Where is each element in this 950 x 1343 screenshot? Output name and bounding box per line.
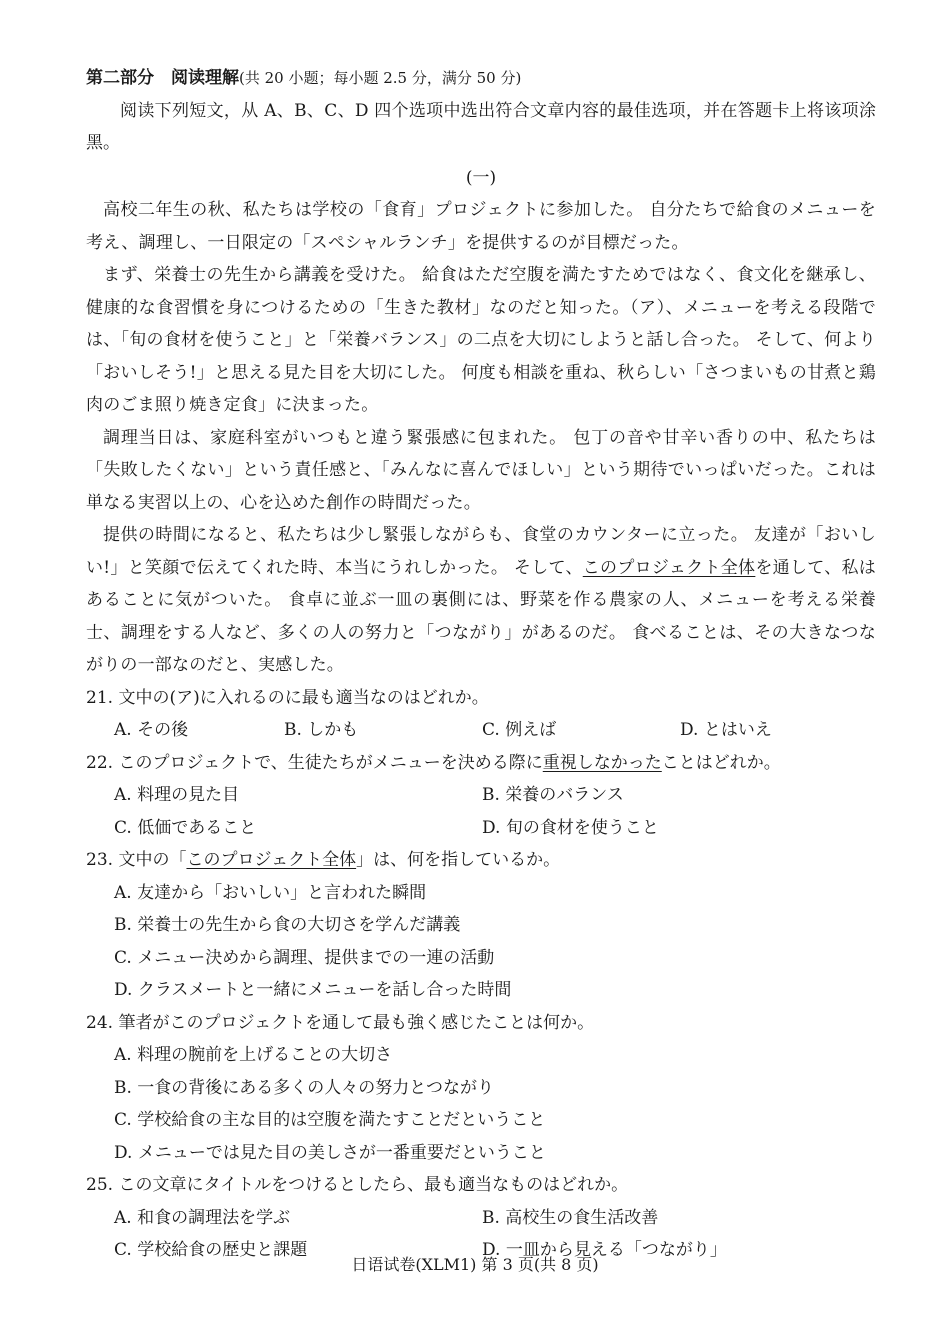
- section-heading: [86, 62, 876, 95]
- question-23-option-d: D. クラスメートと一緒にメニューを話し合った時間: [114, 980, 512, 1000]
- paragraph-4-text-before: 提供の時間になると、私たちは少し緊張しながらも、食堂のカウンターに立った。 友達が「おいしい!」と笑顔で伝えてくれた時、本当にうれしかった。 そして、: [86, 525, 876, 578]
- question-22-stem-underline: 重視しなかった: [542, 752, 662, 773]
- question-21-option-c: C. 例えば: [482, 720, 557, 740]
- passage-paragraph-3: 調理当日は、家庭科室がいつもと違う緊張感に包まれた。 包丁の音や甘辛い香りの中、私たちは「失敗したくない」という責任感と、「みんなに喜んでほしい」という期待でいっぱいだった。これは単なる実習以上の、心を込めた創作の時間だった。: [86, 427, 876, 513]
- question-25-option-a: A. 和食の調理法を学ぶ: [114, 1207, 291, 1228]
- section-note: (共 20 小题；每小题 2.5 分，满分 50 分): [239, 69, 522, 87]
- question-21-option-b: B. しかも: [284, 720, 359, 740]
- passage-paragraph-1: 高校二年生の秋、私たちは学校の「食育」プロジェクトに参加した。 自分たちで給食のメニューを考え、調理し、一日限定の「スペシャルランチ」を提供するのが目標だった。: [86, 200, 876, 253]
- question-25-option-d: D. 一皿から見える「つながり」: [482, 1240, 727, 1260]
- question-21-option-d: D. とはいえ: [680, 720, 772, 740]
- question-25-options-row-1: [86, 1202, 876, 1235]
- question-24-stem: 24. 筆者がこのプロジェクトを通して最も強く感じたことは何か。: [86, 1012, 595, 1033]
- question-22-option-d: D. 旬の食材を使うこと: [482, 817, 659, 838]
- question-23-option-b: B. 栄養士の先生から食の大切さを学んだ講義: [114, 915, 461, 935]
- section-title: 第二部分 阅读理解: [86, 68, 239, 88]
- passage-paragraph-4: [86, 519, 876, 682]
- question-22-options-row-2: [86, 812, 876, 845]
- question-23-stem-underline: このプロジェクト全体: [186, 850, 357, 870]
- exam-page: [86, 62, 876, 1267]
- question-22-stem-after: ことはどれか。: [661, 752, 781, 773]
- question-23-option-a: A. 友達から「おいしい」と言われた瞬間: [114, 882, 427, 903]
- question-21-option-a: A. その後: [114, 720, 189, 740]
- question-22-stem-before: 22. このプロジェクトで、生徒たちがメニューを決める際に: [86, 752, 543, 773]
- section-instruction: 阅读下列短文，从 A、B、C、D 四个选项中选出符合文章内容的最佳选项，并在答题卡上将该项涂黑。: [86, 100, 876, 153]
- question-24-option-a: A. 料理の腕前を上げることの大切さ: [114, 1045, 393, 1065]
- question-25-stem: 25. この文章にタイトルをつけるとしたら、最も適当なものはどれか。: [86, 1175, 629, 1195]
- question-24-option-c: C. 学校給食の主な目的は空腹を満たすことだということ: [114, 1110, 546, 1130]
- question-22-option-a: A. 料理の見た目: [114, 785, 240, 805]
- question-23-stem-after: 」は、何を指しているか。: [356, 850, 561, 870]
- paragraph-4-text-after: を通して、私はあることに気がついた。 食卓に並ぶ一皿の裏側には、野菜を作る農家の人、メニューを考える栄養士、調理をする人など、多くの人の努力と「つながり」があるのだ。 食べることは、その大きなつながりの一部なのだと、実感した。: [86, 557, 876, 675]
- question-23-option-c: C. メニュー決めから調理、提供までの一連の活動: [114, 947, 495, 968]
- page-footer: 日语试卷(XLM1) 第 3 页(共 8 页): [351, 1255, 599, 1274]
- passage-paragraph-2: まず、栄養士の先生から講義を受けた。 給食はただ空腹を満たすためではなく、食文化を継承し、健康的な食習慣を身につけるための「生きた教材」なのだと知った。（ア）、メニューを考える段階では、「旬の食材を使うこと」と「栄養バランス」の二点を大切にしようと話し合った。 そして、何より「おいしそう!」と思える見た目を大切にした。 何度も相談を重ね、秋らしい「さつまいもの甘煮と鶏肉のごま照り焼き定食」に決まった。: [86, 265, 876, 415]
- question-25-option-b: B. 高校生の食生活改善: [482, 1207, 659, 1228]
- question-22-option-b: B. 栄養のバランス: [482, 785, 624, 805]
- question-22-options-row-1: [86, 779, 876, 812]
- question-22-stem: [86, 747, 876, 780]
- paragraph-4-underlined-phrase: このプロジェクト全体: [582, 557, 756, 578]
- passage-number: (一): [465, 167, 497, 188]
- question-24-option-d: D. メニューでは見た目の美しさが一番重要だということ: [114, 1142, 546, 1163]
- question-21-stem: 21. 文中の(ア)に入れるのに最も適当なのはどれか。: [86, 687, 489, 708]
- question-23-stem: [86, 844, 876, 877]
- question-24-option-b: B. 一食の背後にある多くの人々の努力とつながり: [114, 1077, 494, 1098]
- question-21-options: [86, 714, 876, 747]
- question-25-option-c: C. 学校給食の歴史と課題: [114, 1240, 308, 1260]
- question-23-stem-before: 23. 文中の「: [86, 850, 187, 870]
- question-22-option-c: C. 低価であること: [114, 817, 257, 838]
